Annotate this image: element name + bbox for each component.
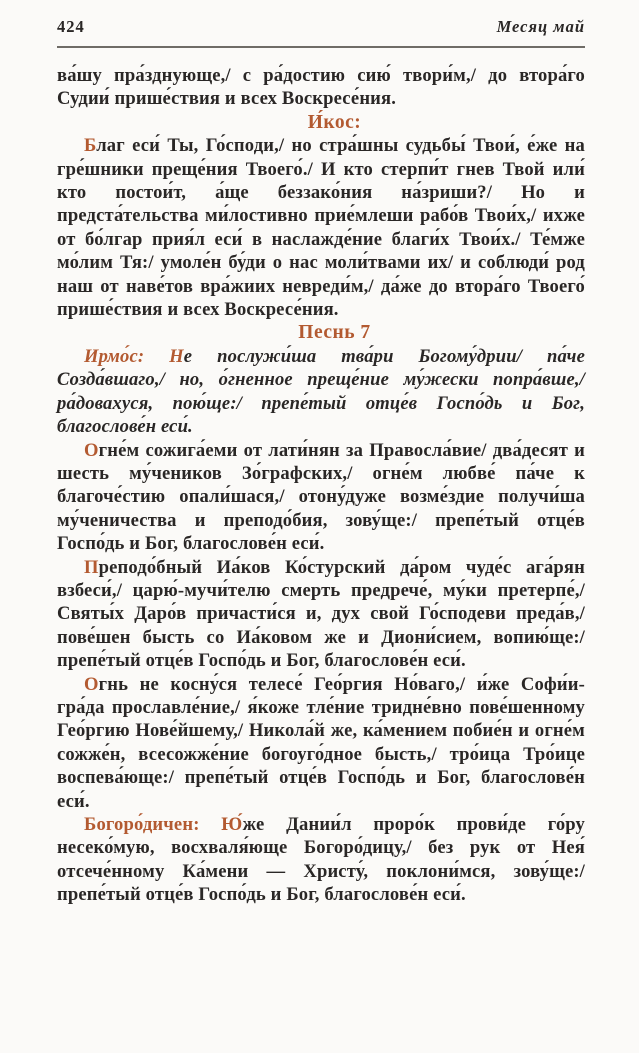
continuation-text: ва́шу пра́зднующе,/ с ра́достию сию́ твори́м,/ до втора́го Судии́ прише́ствия и всех Воскресе́ния. <box>57 65 585 110</box>
paragraph-theotokion <box>57 813 585 907</box>
paragraph-troparion-3 <box>57 673 585 813</box>
troparion-text: гне́м сожига́еми от лати́нян за Правосла́вие/ два́десят и шесть му́чеников Зо́графских,/ огне́м любве́ па́че к благоче́стию опали́шася,/ отону́дуже возме́здие получи́ша му́ченичества и преподо́бия, зову́ще:/ препе́тый отце́в Госпо́дь и Бог, благослове́н еси́. <box>57 439 585 555</box>
section-heading-ikos: И́кос: <box>307 111 362 133</box>
drop-initial: Н <box>169 345 184 367</box>
section-heading-song7: Песнь 7 <box>298 322 371 344</box>
page-body <box>57 64 585 907</box>
drop-initial: П <box>84 556 99 578</box>
theotokion-label: Богоро́дичен: <box>84 814 200 835</box>
paragraph-ikos <box>57 134 585 321</box>
drop-initial: О <box>84 673 99 695</box>
theotokion-text: же Дании́л проро́к прови́де го́ру несеко́мую, восхваля́юще Богоро́дицу,/ без рук от Нея́ отсече́нному Ка́мени — Христу́, поклони́мся, зову́ще:/ препе́тый отце́в Госпо́дь и Бог, благослове́н еси́. <box>57 814 585 906</box>
running-head <box>57 17 585 37</box>
drop-initial: Ю́ <box>221 814 243 835</box>
paragraph-continuation <box>57 64 585 111</box>
page-number: 424 <box>57 17 85 36</box>
troparion-text: реподо́бный Иа́ков Ко́стурский да́ром чуде́с ага́рян взбеси́,/ царю́-мучи́телю смерть предрече́, му́ки претерпе́,/ Святы́х Даро́в причасти́ся и, дух свой Го́сподеви преда́в,/ пове́шен бысть со Иа́ковом же и Диони́сием, вопию́ще:/ препе́тый отце́в Госпо́дь и Бог, благослове́н еси́. <box>57 556 585 672</box>
drop-initial: Б <box>84 135 97 157</box>
header-rule <box>57 46 585 48</box>
troparion-text: гнь не косну́ся телесе́ Гео́ргия Но́ваго,/ и́же Софи́и-гра́да прославле́ние,/ я́коже тле́ние тридне́вно пове́шенному Гео́ргию Нове́йшему,/ Никола́й же, ка́мением побие́н и огне́м сожже́н, всесожже́ние богоуго́дное бысть,/ тро́ица Тро́ице воспева́юще:/ препе́тый отце́в Госпо́дь и Бог, благослове́н еси́. <box>57 673 585 812</box>
irmos-text: е послужи́ша тва́ри Богому́дрии/ па́че Созда́вшаго,/ но, о́гненное преще́ние му́жески попра́вше,/ ра́довахуся, пою́ще:/ препе́тый отце́в Госпо́дь и Бог, благослове́н еси́. <box>57 345 585 438</box>
paragraph-troparion-2 <box>57 556 585 673</box>
paragraph-irmos <box>57 345 585 439</box>
ikos-text: лаг еси́ Ты, Го́споди,/ но стра́шны судьбы́ Твои́, е́же на гре́шники преще́ния Твоего́./ И кто стерпи́т гнев Твой или́ кто постои́т, а́ще беззако́ния на́зриши?/ Но и предста́тельства ми́лостивно прие́млеши рабо́в Твои́х,/ ихже от бо́лгар прия́л еси́ в наслажде́ние благи́х Твои́х./ Те́мже мо́лим Тя:/ умоле́н бу́ди о нас моли́твами их/ и соблюди́ род наш от наве́тов вра́жиих невреди́м,/ да́же до втора́го Твоего́ прише́ствия и всех Воскресе́ния. <box>57 135 585 321</box>
irmos-label: Ирмо́с: <box>84 345 145 367</box>
drop-initial: О <box>84 439 99 461</box>
paragraph-troparion-1 <box>57 439 585 556</box>
running-title: Месяц май <box>496 17 585 36</box>
